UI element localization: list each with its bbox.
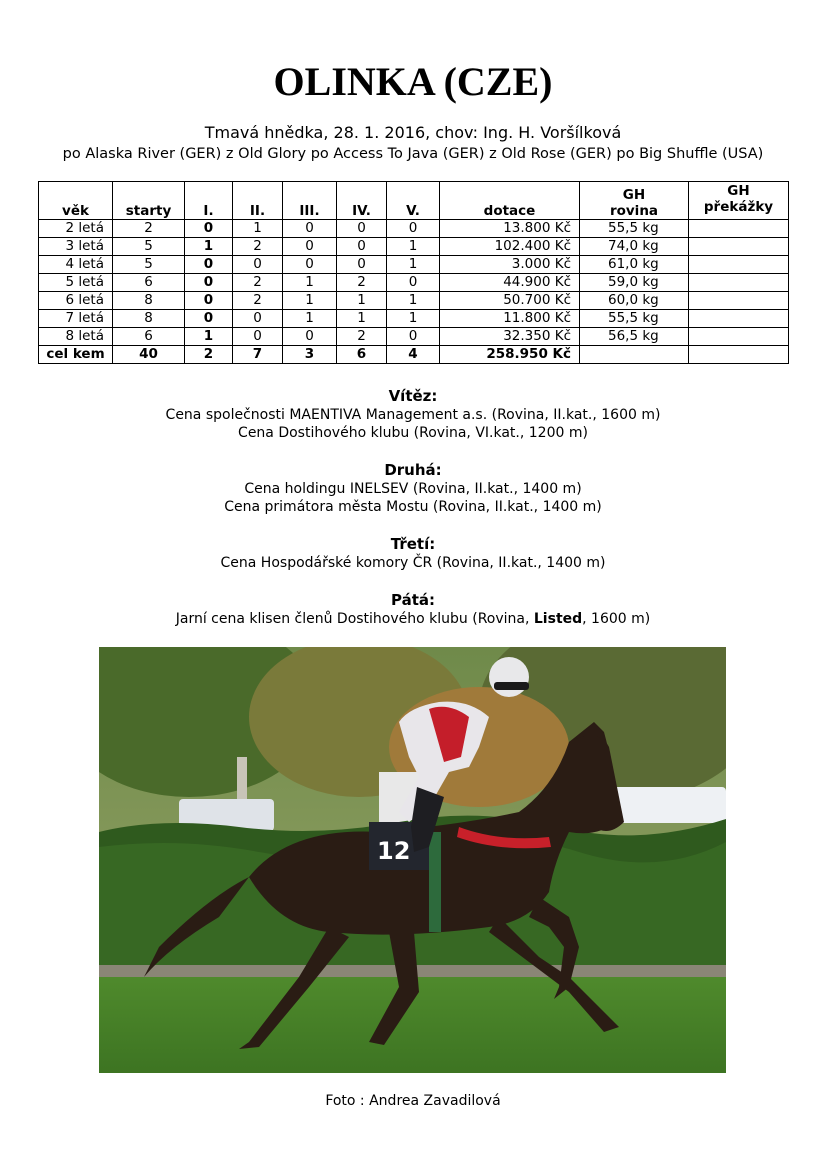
- cell-gh-flat: 59,0 kg: [580, 274, 689, 292]
- col-fourth: IV.: [337, 182, 387, 220]
- cell-age: 3 letá: [39, 238, 113, 256]
- cell-gh-flat: 60,0 kg: [580, 292, 689, 310]
- third-place-heading: Třetí:: [390, 535, 436, 553]
- cell-gh-jump: [689, 256, 789, 274]
- cell-prize: 11.800 Kč: [440, 310, 580, 328]
- col-starts: starty: [113, 182, 185, 220]
- col-second: II.: [233, 182, 283, 220]
- cell-p5: 1: [387, 256, 440, 274]
- col-third: III.: [283, 182, 337, 220]
- second-place-group: [0, 460, 826, 516]
- cell-p1: 1: [185, 238, 233, 256]
- col-first: I.: [185, 182, 233, 220]
- cell-age: 7 letá: [39, 310, 113, 328]
- race-entry-pre: Jarní cena klisen členů Dostihového klubu (Rovina,: [175, 611, 534, 627]
- cell-p1: 0: [185, 256, 233, 274]
- cell-p1: 0: [185, 292, 233, 310]
- cell-p4: 2: [337, 274, 387, 292]
- cell-p4: 1: [337, 292, 387, 310]
- cell-prize: 13.800 Kč: [440, 220, 580, 238]
- fifth-place-group: [0, 590, 826, 628]
- cell-age: 8 letá: [39, 328, 113, 346]
- col-fifth: V.: [387, 182, 440, 220]
- cell-gh-flat: 74,0 kg: [580, 238, 689, 256]
- cell-p3: 0: [283, 328, 337, 346]
- cell-p2: 2: [233, 238, 283, 256]
- cell-p5: 0: [387, 328, 440, 346]
- cell-p4: 0: [337, 220, 387, 238]
- col-gh-jump-line1: GH: [727, 183, 750, 199]
- cell-p1: 0: [185, 274, 233, 292]
- pedigree-line: po Alaska River (GER) z Old Glory po Access To Java (GER) z Old Rose (GER) po Big Shuffle (USA): [62, 146, 764, 162]
- cell-p2: 1: [233, 220, 283, 238]
- table-row: [39, 238, 789, 256]
- table-row: [39, 256, 789, 274]
- cell-gh-jump: [689, 292, 789, 310]
- total-p2: 7: [233, 346, 283, 364]
- table-row: [39, 328, 789, 346]
- cell-p5: 0: [387, 220, 440, 238]
- total-p5: 4: [387, 346, 440, 364]
- cell-prize: 44.900 Kč: [440, 274, 580, 292]
- cell-gh-jump: [689, 274, 789, 292]
- page-title: OLINKA (CZE): [273, 59, 553, 104]
- cell-starts: 6: [113, 274, 185, 292]
- cell-starts: 8: [113, 292, 185, 310]
- cell-prize: 102.400 Kč: [440, 238, 580, 256]
- cell-age: 5 letá: [39, 274, 113, 292]
- cell-p2: 0: [233, 256, 283, 274]
- fifth-place-heading: Pátá:: [390, 591, 435, 609]
- race-entry-listed: Listed: [533, 611, 583, 627]
- table-row: [39, 310, 789, 328]
- cell-age: 6 letá: [39, 292, 113, 310]
- race-entry-post: , 1600 m): [582, 611, 651, 627]
- first-place-heading: Vítěz:: [388, 387, 438, 405]
- cell-p1: 0: [185, 310, 233, 328]
- cell-p4: 0: [337, 238, 387, 256]
- cell-p1: 0: [185, 220, 233, 238]
- table-row: [39, 274, 789, 292]
- cell-starts: 5: [113, 238, 185, 256]
- cell-gh-flat: 61,0 kg: [580, 256, 689, 274]
- cell-age: 2 letá: [39, 220, 113, 238]
- total-empty: [580, 346, 689, 364]
- cell-p2: 2: [233, 292, 283, 310]
- cell-p5: 0: [387, 274, 440, 292]
- cell-p2: 2: [233, 274, 283, 292]
- horse-photo-illustration: [99, 647, 726, 1073]
- cell-starts: 6: [113, 328, 185, 346]
- cell-p2: 0: [233, 328, 283, 346]
- victories-section: [0, 386, 826, 646]
- total-age: cel kem: [39, 346, 113, 364]
- cell-prize: 32.350 Kč: [440, 328, 580, 346]
- cell-gh-flat: 55,5 kg: [580, 220, 689, 238]
- cell-gh-flat: 56,5 kg: [580, 328, 689, 346]
- third-place-group: [0, 534, 826, 572]
- cell-p5: 1: [387, 310, 440, 328]
- col-prize: dotace: [440, 182, 580, 220]
- race-entry: Cena primátora města Mostu (Rovina, II.kat., 1400 m): [224, 499, 602, 515]
- cell-p1: 1: [185, 328, 233, 346]
- cell-prize: 50.700 Kč: [440, 292, 580, 310]
- cell-p4: 1: [337, 310, 387, 328]
- col-age: věk: [39, 182, 113, 220]
- race-entry: Cena Dostihového klubu (Rovina, VI.kat., 1200 m): [238, 425, 588, 441]
- saddle-number: 12: [377, 837, 411, 865]
- cell-gh-jump: [689, 220, 789, 238]
- cell-p3: 1: [283, 310, 337, 328]
- cell-starts: 2: [113, 220, 185, 238]
- horse-description: Tmavá hnědka, 28. 1. 2016, chov: Ing. H. Voršílková: [204, 123, 622, 142]
- cell-p5: 1: [387, 292, 440, 310]
- total-p3: 3: [283, 346, 337, 364]
- total-p4: 6: [337, 346, 387, 364]
- total-prize: 258.950 Kč: [440, 346, 580, 364]
- cell-p4: 0: [337, 256, 387, 274]
- photo-caption: Foto : Andrea Zavadilová: [325, 1093, 501, 1109]
- table-row: [39, 292, 789, 310]
- col-gh-jump: [689, 182, 789, 220]
- total-p1: 2: [185, 346, 233, 364]
- col-gh-flat: [580, 182, 689, 220]
- total-starts: 40: [113, 346, 185, 364]
- total-empty: [689, 346, 789, 364]
- cell-gh-jump: [689, 328, 789, 346]
- horse-photo: [99, 647, 726, 1073]
- race-statistics-table: [38, 181, 789, 364]
- cell-gh-jump: [689, 310, 789, 328]
- cell-p3: 0: [283, 238, 337, 256]
- race-entry: [0, 610, 826, 628]
- cell-age: 4 letá: [39, 256, 113, 274]
- col-gh-jump-line2: překážky: [703, 199, 774, 215]
- cell-p4: 2: [337, 328, 387, 346]
- race-entry: Cena společnosti MAENTIVA Management a.s. (Rovina, II.kat., 1600 m): [165, 407, 661, 423]
- cell-p3: 1: [283, 292, 337, 310]
- col-gh-flat-line2: rovina: [609, 203, 659, 219]
- cell-starts: 8: [113, 310, 185, 328]
- cell-p3: 1: [283, 274, 337, 292]
- table-total-row: [39, 346, 789, 364]
- cell-p3: 0: [283, 220, 337, 238]
- cell-p3: 0: [283, 256, 337, 274]
- cell-p5: 1: [387, 238, 440, 256]
- cell-prize: 3.000 Kč: [440, 256, 580, 274]
- first-place-group: [0, 386, 826, 442]
- second-place-heading: Druhá:: [384, 461, 442, 479]
- cell-starts: 5: [113, 256, 185, 274]
- race-entry: Cena Hospodářské komory ČR (Rovina, II.kat., 1400 m): [220, 555, 606, 571]
- cell-gh-flat: 55,5 kg: [580, 310, 689, 328]
- cell-gh-jump: [689, 238, 789, 256]
- col-gh-flat-line1: GH: [622, 187, 646, 203]
- cell-p2: 0: [233, 310, 283, 328]
- race-entry: Cena holdingu INELSEV (Rovina, II.kat., 1400 m): [244, 481, 582, 497]
- table-row: [39, 220, 789, 238]
- table-header-row: [39, 182, 789, 220]
